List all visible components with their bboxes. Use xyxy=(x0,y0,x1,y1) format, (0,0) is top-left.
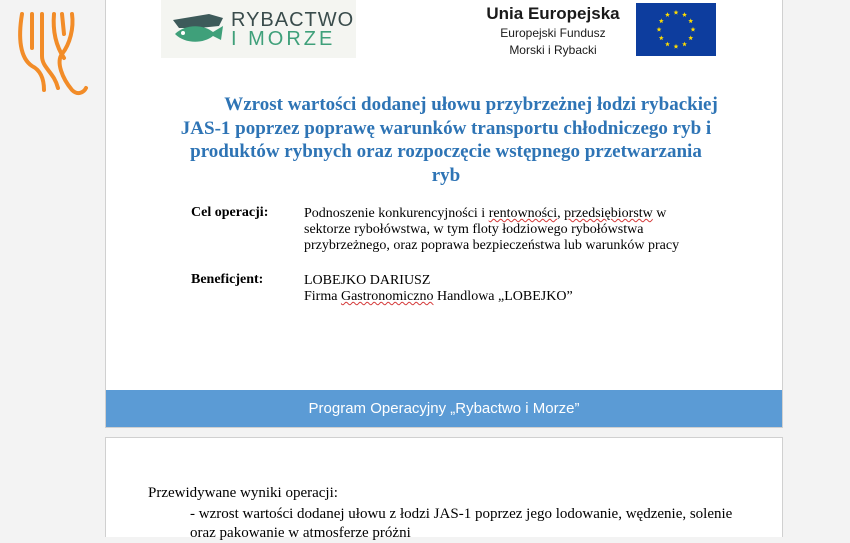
eu-caption xyxy=(478,4,628,58)
eu-title: Unia Europejska xyxy=(486,4,620,23)
rybactwo-i-morze-logo xyxy=(161,0,356,58)
results-item: - wzrost wartości dodanej ułowu z łodzi JAS-1 poprzez jego lodowanie, wędzenie, solenie oraz pakowanie w atmosferze próżni xyxy=(190,506,733,541)
spelling-flag-word: przedsiębiorstw xyxy=(564,206,653,221)
rm-logo-line2: I MORZE xyxy=(231,28,336,50)
rm-logo-line1: RYBACTWO xyxy=(231,9,355,31)
operation-label: Cel operacji: xyxy=(191,205,269,220)
document-title xyxy=(146,93,746,187)
eu-fund-line2: Morski i Rybacki xyxy=(509,43,597,57)
title-line-4: ryb xyxy=(431,164,461,186)
title-line-1: Wzrost wartości dodanej ułowu przybrzeżnej łodzi rybackiej xyxy=(224,94,718,115)
beneficiary-text xyxy=(304,273,704,305)
document-page-1 xyxy=(105,0,783,428)
firm-text-part: Handlowa „LOBEJKO” xyxy=(433,289,573,304)
spelling-flag-word: rentowności xyxy=(488,206,558,221)
firm-text-part: Firma xyxy=(304,289,341,304)
spelling-flag-word: Gastronomiczno xyxy=(340,289,434,304)
eu-flag-icon xyxy=(636,3,716,56)
cutlery-logo-icon xyxy=(14,8,90,96)
title-line-2: JAS-1 poprzez poprawę warunków transportu chłodniczego ryb i xyxy=(180,117,712,139)
operation-text-part: , xyxy=(557,206,565,221)
beneficiary-firm xyxy=(304,289,704,305)
eu-fund-line1: Europejski Fundusz xyxy=(500,26,606,40)
document-page-2 xyxy=(105,437,783,541)
program-banner: Program Operacyjny „Rybactwo i Morze” xyxy=(106,390,782,427)
beneficiary-name: LOBEJKO DARIUSZ xyxy=(304,273,431,288)
operation-text-part: w sektorze rybołówstwa, w tym floty łodziowego rybołówstwa przybrzeżnego, oraz poprawa bezpieczeństwa lub warunków pracy xyxy=(304,206,680,253)
fish-logo-icon xyxy=(169,10,229,48)
operation-text-part: Podnoszenie konkurencyjności i xyxy=(304,206,489,221)
results-heading: Przewidywane wyniki operacji: xyxy=(148,485,338,501)
beneficiary-label: Beneficjent: xyxy=(191,272,264,287)
operation-text xyxy=(304,206,704,254)
title-line-3: produktów rybnych oraz rozpoczęcie wstępnego przetwarzania xyxy=(190,141,702,162)
